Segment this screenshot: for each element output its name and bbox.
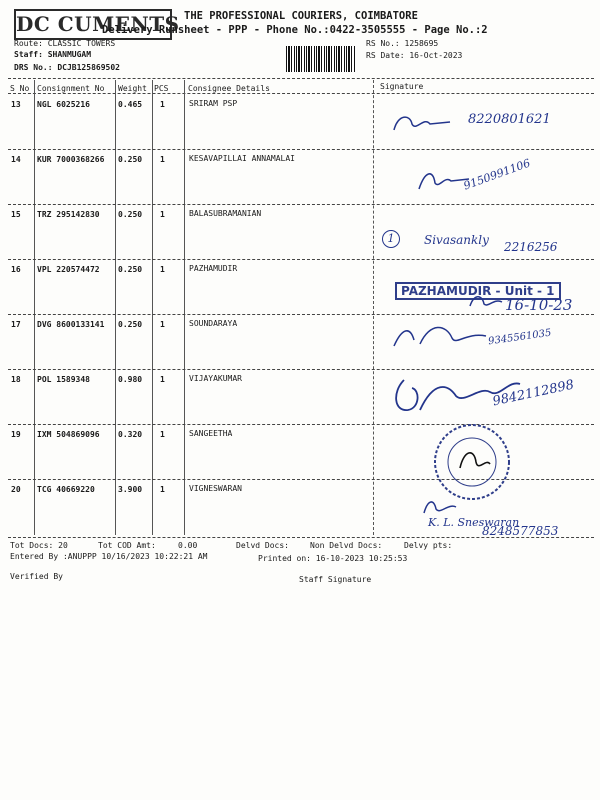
row-15-consignee: BALASUBRAMANIAN (189, 209, 262, 218)
row-16-pcs: 1 (160, 265, 165, 274)
rs-number: RS No.: 1258695 (366, 39, 439, 48)
row-18-sno: 18 (11, 375, 21, 384)
row-20-weight: 3.900 (118, 485, 143, 494)
row-13-weight: 0.465 (118, 100, 143, 109)
row-16-consignee: PAZHAMUDIR (189, 264, 238, 273)
row-15-name: Sivasankly (424, 233, 489, 247)
row-20-phone: 8248577853 (482, 524, 559, 538)
row-19-sno: 19 (11, 430, 21, 439)
total-docs: Tot Docs: 20 (10, 541, 68, 550)
row-20-name: K. L. Sneswaran (428, 516, 520, 529)
row-14-consignee: KESAVAPILLAI ANNAMALAI (189, 154, 295, 163)
row-13-pcs: 1 (160, 100, 165, 109)
row-16-stamp: PAZHAMUDIR - Unit - 1 (395, 282, 561, 300)
row-16-sno: 16 (11, 265, 21, 274)
signature-row-17 (390, 318, 490, 354)
staff-label: Staff: SHANMUGAM (14, 50, 92, 59)
drs-number: DRS No.: DCJB125869502 (14, 63, 120, 72)
row-18-consignee: VIJAYAKUMAR (189, 374, 242, 383)
col-sno: S No (10, 84, 30, 93)
row-18-weight: 0.980 (118, 375, 143, 384)
row-separator (8, 204, 594, 205)
row-14-consignment: KUR 7000368266 (37, 155, 105, 164)
row-17-sno: 17 (11, 320, 21, 329)
table-header-rule (8, 93, 594, 94)
row-17-consignment: DVG 8600133141 (37, 320, 105, 329)
row-separator (8, 259, 594, 260)
delivered-docs: Delvd Docs: (236, 541, 289, 550)
barcode (286, 46, 356, 72)
row-18-consignment: POL 1589348 (37, 375, 90, 384)
row-13-consignee: SRIRAM PSP (189, 99, 238, 108)
row-13-consignment: NGL 6025216 (37, 100, 90, 109)
row-15-consignment: TRZ 295142830 (37, 210, 100, 219)
row-19-pcs: 1 (160, 430, 165, 439)
col-consignee: Consignee Details (188, 84, 270, 93)
company-logo: DC CUMENTS (14, 9, 172, 40)
row-15-circled-mark: 1 (382, 230, 400, 248)
row-18-phone: 9842112898 (491, 377, 576, 410)
row-17-weight: 0.250 (118, 320, 143, 329)
row-20-consignment: TCG 40669220 (37, 485, 95, 494)
row-15-pcs: 1 (160, 210, 165, 219)
col-weight: Weight (118, 84, 147, 93)
row-17-consignee: SOUNDARAYA (189, 319, 238, 328)
printed-on: Printed on: 16-10-2023 10:25:53 (258, 554, 408, 563)
row-16-weight: 0.250 (118, 265, 143, 274)
table-top-rule (8, 78, 594, 79)
rs-date: RS Date: 16-Oct-2023 (366, 51, 463, 60)
delivery-points: Delvy pts: (404, 541, 453, 550)
row-19-consignment: IXM 504869096 (37, 430, 100, 439)
row-separator (8, 314, 594, 315)
company-name: THE PROFESSIONAL COURIERS, COIMBATORE (184, 10, 418, 22)
total-cod-amount: 0.00 (178, 541, 198, 550)
signature-row-16 (468, 292, 504, 312)
row-16-date: 16-10-23 (505, 296, 573, 314)
row-separator (8, 149, 594, 150)
row-14-sno: 14 (11, 155, 21, 164)
row-20-consignee: VIGNESWARAN (189, 484, 242, 493)
total-cod-label: Tot COD Amt: (98, 541, 156, 550)
row-13-sno: 13 (11, 100, 21, 109)
row-18-pcs: 1 (160, 375, 165, 384)
row-17-pcs: 1 (160, 320, 165, 329)
row-13-phone: 8220801621 (468, 112, 551, 127)
staff-signature: Staff Signature (299, 575, 372, 584)
row-19-round-seal (430, 422, 514, 502)
route-label: Route: CLASSIC TOWERS (14, 39, 116, 48)
row-15-sno: 15 (11, 210, 21, 219)
row-19-consignee: SANGEETHA (189, 429, 233, 438)
runsheet-subtitle: Delivery Runsheet - PPP - Phone No.:0422-3505555 - Page No.:2 (102, 24, 488, 36)
row-17-phone: 9345561035 (487, 327, 553, 348)
row-16-consignment: VPL 220574472 (37, 265, 100, 274)
row-20-sno: 20 (11, 485, 21, 494)
col-consignment: Consignment No (37, 84, 105, 93)
row-14-pcs: 1 (160, 155, 165, 164)
row-14-weight: 0.250 (118, 155, 143, 164)
entered-by: Entered By :ANUPPP 10/16/2023 10:22:21 AM (10, 552, 208, 561)
col-signature: Signature (380, 82, 424, 91)
row-20-pcs: 1 (160, 485, 165, 494)
signature-row-20 (420, 495, 460, 517)
row-19-weight: 0.320 (118, 430, 143, 439)
verified-by: Verified By (10, 572, 63, 581)
row-15-number: 2216256 (504, 240, 558, 254)
row-14-phone: 9150991106 (461, 156, 533, 193)
col-pcs: PCS (154, 84, 169, 93)
row-15-weight: 0.250 (118, 210, 143, 219)
non-delivered-docs: Non Delvd Docs: (310, 541, 383, 550)
